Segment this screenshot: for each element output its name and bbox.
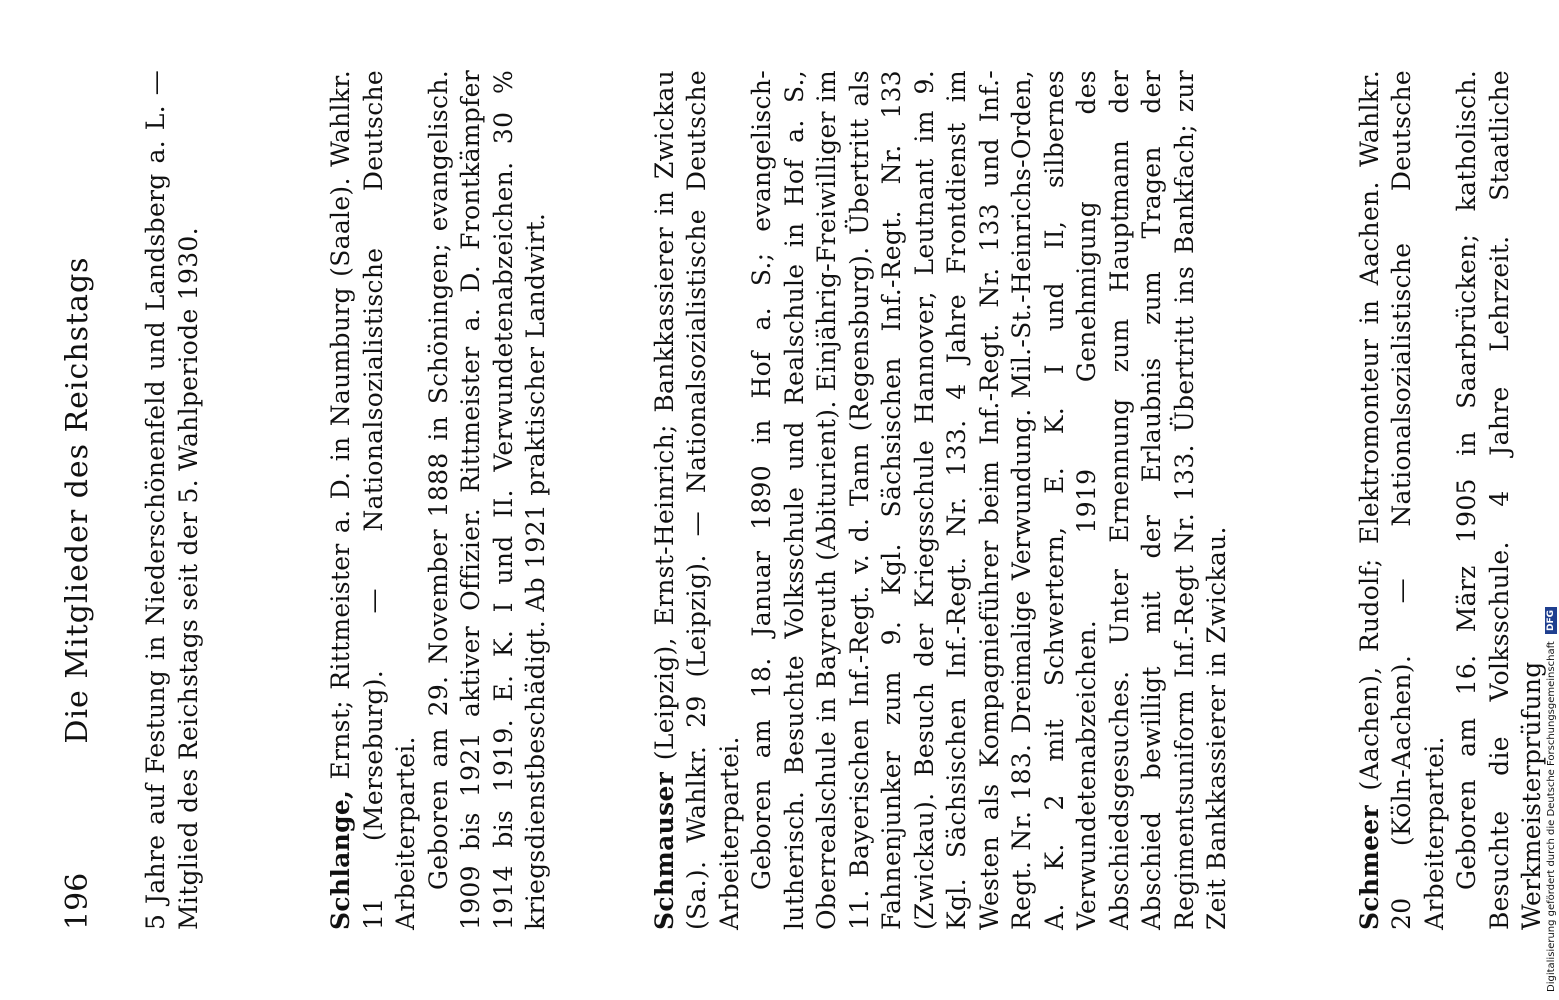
digitization-credit [1545,12,1557,992]
entry-schmeer [1354,70,1549,930]
entry-biography: Geboren am 18. Januar 1890 in Hof a. S.; evangelisch-lutherisch. Besuchte Volksschule und Realschule in Hof a. S., Oberrealschule in Bayreuth (Abiturient). Einjährig-Freiwilliger im 11. Bayerischen Inf.-Regt. v. d. Tann (Regensburg). Übertritt als Fahnenjunker zum 9. Kgl. Sächsischen Inf.-Regt. Nr. 133 (Zwickau). Besuch der Kriegsschule Hannover, Leutnant im 9. Kgl. Sächsischen Inf.-Regt. Nr. 133. 4 Jahre Frontdienst im Westen als Kompagnieführer beim Inf.-Regt. Nr. 133 und Inf.-Regt. Nr. 183. Dreimalige Verwundung. Mil.-St.-Heinrichs-Orden, A. K. 2 mit Schwertern, E. K. I und II, silbernes Verwundetenabzeichen. 1919 Genehmigung des Abschiedsgesuches. Unter Ernennung zum Hauptmann der Abschied bewilligt mit der Erlaubnis zum Tragen der Regimentsuniform Inf.-Regt Nr. 133. Übertritt ins Bankfach; zur Zeit Bankkassierer in Zwickau. [747,70,1231,930]
dfg-logo: DFG [1545,607,1557,634]
entry-heading [649,70,747,930]
page-body [140,70,1549,930]
entry-heading-details: Ernst; Rittmeister a. D. in Naumburg (Saale). Wahlkr. 11 (Merseburg). — Nationalsozialistische Deutsche Arbeiterpartei. [326,70,420,930]
entry-heading-details: (Aachen), Rudolf; Elektromonteur in Aachen. Wahlkr. 20 (Köln-Aachen). — Nationalsozialistische Deutsche Arbeiterpartei. [1354,70,1449,930]
page-number: 196 [60,872,95,930]
entry-name: Schmauser [649,771,679,930]
entry-heading-details: (Leipzig), Ernst-Heinrich; Bankkassierer in Zwickau (Sa.). Wahlkr. 29 (Leipzig). — Nationalsozialistische Deutsche Arbeiterpartei. [649,70,744,930]
entry-schlange [325,70,553,930]
entry-biography: Geboren am 29. November 1888 in Schöningen; evangelisch. 1909 bis 1921 aktiver Offizier. Rittmeister a. D. Frontkämpfer 1914 bis 1919. E. K. I und II. Verwundetenabzeichen. 30 % kriegsdienstbeschädigt. Ab 1921 praktischer Landwirt. [423,70,550,930]
entry-heading [1354,70,1452,930]
section-spacer [205,70,325,930]
entry-biography: Geboren am 16. März 1905 in Saarbrücken; katholisch. Besuchte die Volksschule. 4 Jahre Lehrzeit. Staatliche Werkmeisterprüfung [1452,70,1546,930]
section-spacer [1234,70,1354,930]
digitization-credit-text: Digitalisierung gefördert durch die Deutsche Forschungsgemeinschaft [1546,641,1557,992]
section-spacer [553,70,649,930]
entry-name: Schmeer [1354,805,1384,930]
entry-schmauser [649,70,1234,930]
page-header [60,70,100,930]
entry-name: Schlange, [326,789,355,930]
entry-heading [325,70,423,930]
intro-paragraph: 5 Jahre auf Festung in Niederschönenfeld und Landsberg a. L. — Mitglied des Reichstags seit der 5. Wahlperiode 1930. [141,70,203,930]
running-title: Die Mitglieder des Reichstags [60,256,95,744]
